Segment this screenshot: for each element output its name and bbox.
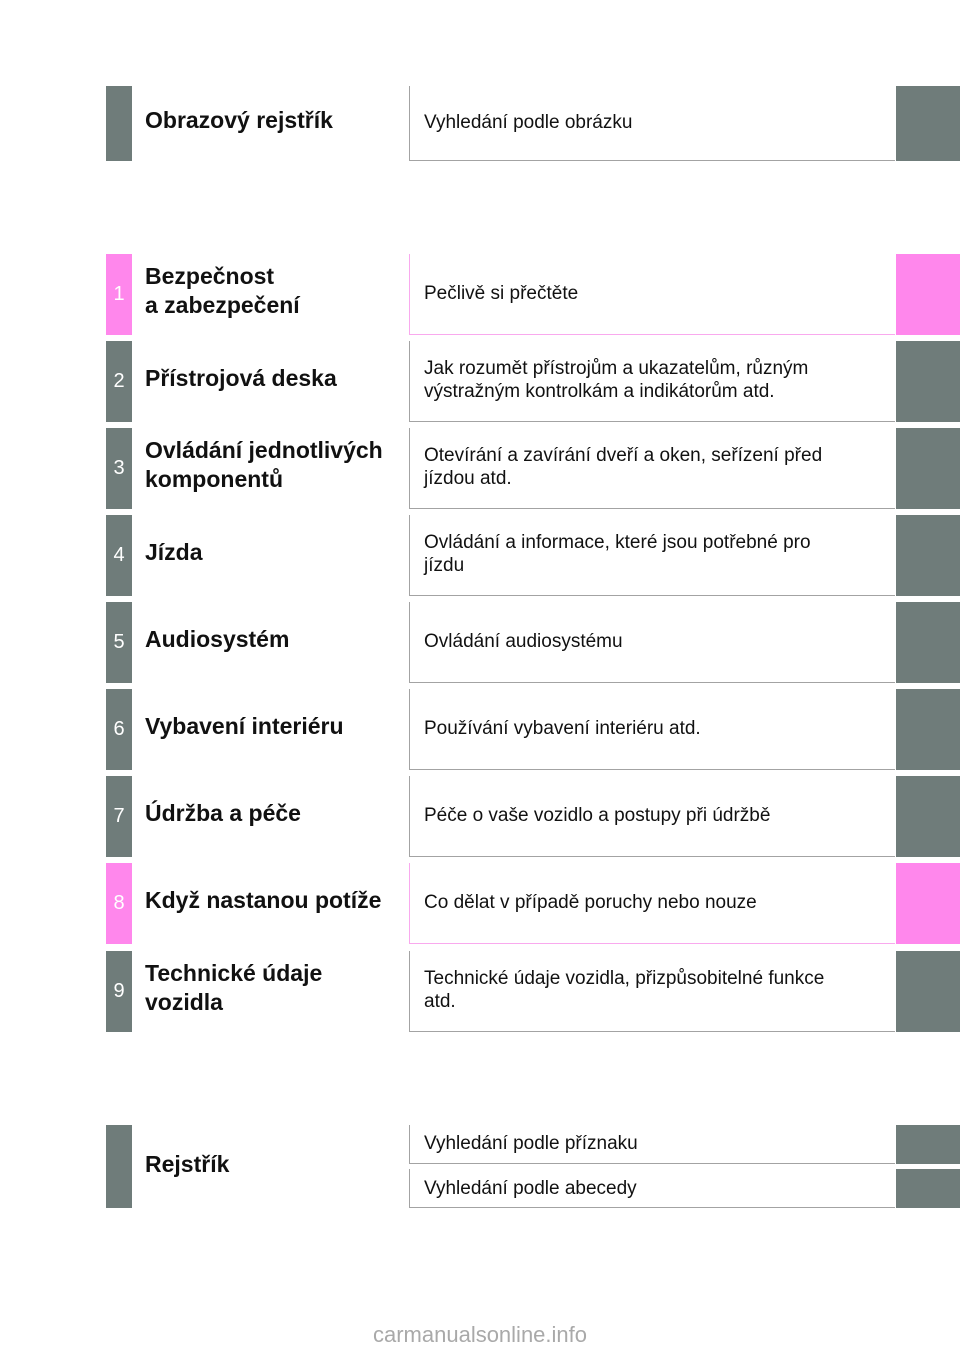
- chapter-tab-2[interactable]: [896, 341, 960, 422]
- chapter-title-line: Vybavení interiéru: [145, 713, 344, 739]
- chapter-desc: [424, 282, 887, 305]
- chapter-title-line: komponentů: [145, 466, 283, 492]
- chapter-title-line: vozidla: [145, 989, 223, 1015]
- chapter-title: [145, 712, 407, 741]
- chapter-title-line: Ovládání jednotlivých: [145, 437, 383, 463]
- chapter-number: 7: [106, 776, 132, 857]
- chapter-desc-line: atd.: [424, 991, 456, 1012]
- chapter-title: [145, 625, 407, 654]
- alphabetical-search-tab[interactable]: [896, 1169, 960, 1208]
- chapter-title-line: Když nastanou potíže: [145, 887, 382, 913]
- chapter-tab-4[interactable]: [896, 515, 960, 596]
- chapter-number: 4: [106, 515, 132, 596]
- chapter-desc-line: Jak rozumět přístrojům a ukazatelům, různým: [424, 358, 809, 379]
- chapter-title: [145, 886, 407, 915]
- chapter-row-4[interactable]: [0, 515, 960, 596]
- chapter-row-5[interactable]: [0, 602, 960, 683]
- chapter-desc-box: [409, 602, 895, 683]
- chapter-title-line: Audiosystém: [145, 626, 290, 652]
- chapter-number: 8: [106, 863, 132, 944]
- chapter-tab-1[interactable]: [896, 254, 960, 335]
- chapter-tab-8[interactable]: [896, 863, 960, 944]
- chapter-title-line: Bezpečnost: [145, 263, 275, 289]
- chapter-row-6[interactable]: [0, 689, 960, 770]
- chapter-desc-line: Co dělat v případě poruchy nebo nouze: [424, 892, 757, 913]
- chapter-desc-line: jízdu: [424, 555, 465, 576]
- chapter-desc-box: [409, 428, 895, 509]
- index-title: Rejstřík: [145, 1151, 230, 1177]
- watermark: carmanualsonline.info: [372, 1322, 588, 1347]
- chapter-title: [145, 364, 407, 393]
- chapter-title-line: Údržba a péče: [145, 800, 301, 826]
- chapter-desc: [424, 717, 887, 740]
- chapter-tab-6[interactable]: [896, 689, 960, 770]
- chapter-desc-line: Technické údaje vozidla, přizpůsobitelné funkce: [424, 968, 825, 989]
- chapter-number: 6: [106, 689, 132, 770]
- chapter-desc: [424, 630, 887, 653]
- chapter-row-7[interactable]: [0, 776, 960, 857]
- chapter-title: [145, 262, 407, 320]
- chapter-tab-7[interactable]: [896, 776, 960, 857]
- chapter-desc-box: [409, 515, 895, 596]
- chapter-row-3[interactable]: [0, 428, 960, 509]
- index-section: [0, 1125, 960, 1208]
- chapter-desc: [424, 804, 887, 827]
- chapter-row-2[interactable]: [0, 341, 960, 422]
- chapter-desc-line: Ovládání a informace, které jsou potřebné pro: [424, 532, 811, 553]
- alphabetical-search-box: [409, 1169, 895, 1208]
- chapter-tab-9[interactable]: [896, 951, 960, 1032]
- picture-index-row[interactable]: [0, 86, 960, 161]
- picture-index-desc: Vyhledání podle obrázku: [424, 112, 633, 133]
- chapter-number: 3: [106, 428, 132, 509]
- chapter-title-line: Přístrojová deska: [145, 365, 337, 391]
- picture-index-strip: [106, 86, 132, 161]
- symptom-search-row[interactable]: [0, 1125, 960, 1164]
- symptom-search-tab[interactable]: [896, 1125, 960, 1164]
- chapter-number: 2: [106, 341, 132, 422]
- chapter-title-line: Jízda: [145, 539, 203, 565]
- chapter-row-1[interactable]: [0, 254, 960, 335]
- chapter-desc-box: [409, 951, 895, 1032]
- chapter-desc-box: [409, 863, 895, 944]
- chapter-desc-line: Používání vybavení interiéru atd.: [424, 718, 701, 739]
- symptom-search-label: Vyhledání podle příznaku: [424, 1133, 638, 1154]
- chapter-desc: [424, 357, 887, 403]
- chapter-title: [145, 436, 407, 494]
- chapter-desc: [424, 967, 887, 1013]
- chapter-desc-line: Péče o vaše vozidlo a postupy při údržbě: [424, 805, 771, 826]
- chapter-desc: [424, 531, 887, 577]
- chapter-title-line: a zabezpečení: [145, 292, 300, 318]
- chapter-title: [145, 959, 407, 1017]
- chapter-desc-box: [409, 341, 895, 422]
- chapter-desc-box: [409, 689, 895, 770]
- chapter-title: [145, 538, 407, 567]
- chapter-desc-box: [409, 254, 895, 335]
- chapter-desc: [424, 444, 887, 490]
- picture-index-tab[interactable]: [896, 86, 960, 161]
- chapter-desc-line: jízdou atd.: [424, 468, 512, 489]
- chapter-row-8[interactable]: [0, 863, 960, 944]
- chapter-row-9[interactable]: [0, 951, 960, 1032]
- chapter-desc-box: [409, 776, 895, 857]
- chapter-number: 9: [106, 951, 132, 1032]
- chapter-desc-line: Otevírání a zavírání dveří a oken, seřízení před: [424, 445, 823, 466]
- chapter-desc: [424, 891, 887, 914]
- chapter-tab-5[interactable]: [896, 602, 960, 683]
- chapter-title-line: Technické údaje: [145, 960, 323, 986]
- chapter-title: [145, 799, 407, 828]
- alphabetical-search-label: Vyhledání podle abecedy: [424, 1178, 637, 1199]
- chapter-desc-line: Ovládání audiosystému: [424, 631, 623, 652]
- symptom-search-box: [409, 1125, 895, 1164]
- chapter-tab-3[interactable]: [896, 428, 960, 509]
- chapter-number: 1: [106, 254, 132, 335]
- alphabetical-search-row[interactable]: [0, 1169, 960, 1208]
- chapter-number: 5: [106, 602, 132, 683]
- picture-index-title: Obrazový rejstřík: [145, 107, 333, 133]
- picture-index-desc-box: [409, 86, 895, 161]
- chapter-desc-line: Pečlivě si přečtěte: [424, 283, 579, 304]
- chapter-desc-line: výstražným kontrolkám a indikátorům atd.: [424, 381, 775, 402]
